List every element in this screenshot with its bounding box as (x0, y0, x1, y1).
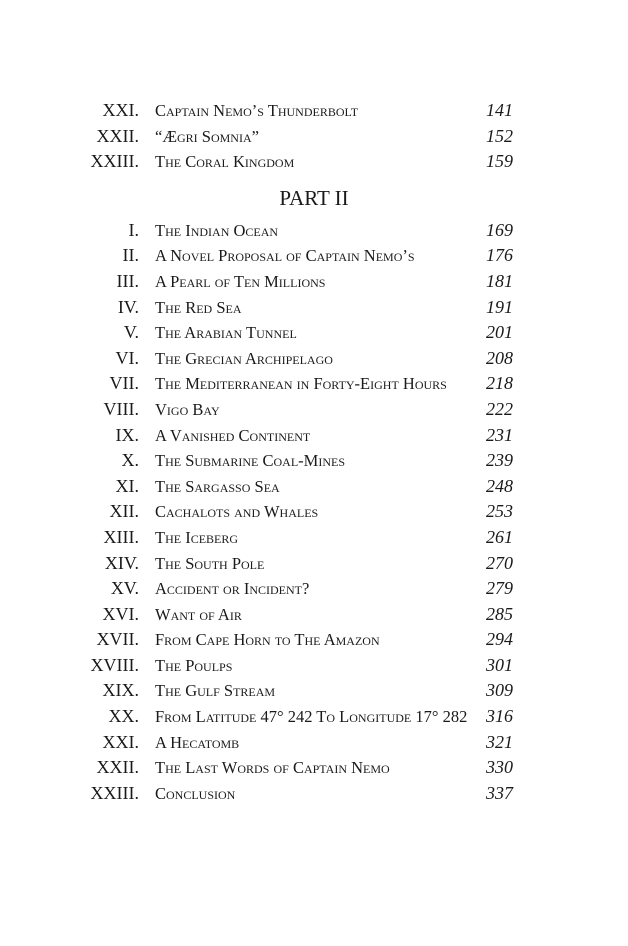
chapter-title: The Red Sea (155, 297, 242, 317)
chapter-title: A Novel Proposal of Captain Nemo’s (155, 246, 415, 266)
chapter-title: A Hecatomb (155, 732, 240, 752)
toc-entry[interactable] (0, 474, 628, 500)
chapter-title: The Gulf Stream (155, 681, 276, 701)
toc-entry[interactable] (0, 704, 628, 730)
toc-entry[interactable] (0, 218, 628, 244)
toc-entry[interactable] (0, 499, 628, 525)
chapter-number: X. (121, 450, 139, 471)
chapter-number: XIX. (102, 680, 139, 701)
toc-entry[interactable] (0, 551, 628, 577)
page-number: 218 (486, 373, 513, 394)
toc-entry[interactable] (0, 149, 628, 175)
page-number: 253 (486, 501, 513, 522)
chapter-title: The Submarine Coal-Mines (155, 451, 346, 471)
chapter-number: VII. (109, 373, 139, 394)
chapter-number: XXIII. (90, 151, 139, 172)
part-2-chapter-list (0, 218, 628, 807)
toc-entry[interactable] (0, 755, 628, 781)
chapter-title: Captain Nemo’s Thunderbolt (155, 101, 359, 120)
chapter-title: A Vanished Continent (155, 425, 311, 445)
toc-entry[interactable] (0, 678, 628, 704)
chapter-title: Accident or Incident? (155, 579, 310, 599)
page-number: 231 (486, 424, 513, 445)
page-number: 141 (486, 100, 513, 120)
chapter-title: The Grecian Archipelago (155, 348, 333, 368)
chapter-number: XX. (108, 706, 139, 727)
chapter-number: XIII. (103, 526, 139, 547)
chapter-number: XVII. (96, 629, 139, 650)
chapter-title: The Coral Kingdom (155, 152, 295, 172)
toc-entry[interactable] (0, 346, 628, 372)
page-number: 159 (486, 151, 513, 172)
toc-entry[interactable] (0, 371, 628, 397)
chapter-number: XVI. (102, 603, 139, 624)
chapter-title: Want of Air (155, 604, 242, 624)
toc-entry[interactable] (0, 320, 628, 346)
toc-entry[interactable] (0, 525, 628, 551)
chapter-number: XVIII. (90, 654, 139, 675)
toc-entry[interactable] (0, 602, 628, 628)
chapter-title: The Iceberg (155, 527, 239, 547)
chapter-number: II. (122, 245, 139, 266)
chapter-number: XXII. (96, 125, 139, 146)
toc-entry[interactable] (0, 124, 628, 150)
chapter-number: XV. (110, 578, 139, 599)
part-heading: PART II (279, 185, 349, 210)
chapter-number: III. (116, 270, 139, 291)
toc-entry[interactable] (0, 98, 628, 124)
page-number: 239 (486, 450, 513, 471)
toc-entry[interactable] (0, 448, 628, 474)
toc-entry[interactable] (0, 295, 628, 321)
chapter-number: XXI. (102, 100, 139, 120)
page-number: 309 (486, 680, 513, 701)
chapter-title: “Ægri Somnia” (155, 126, 259, 146)
page-number: 301 (486, 654, 513, 675)
chapter-number: IX. (115, 424, 139, 445)
part-1-chapter-list (0, 98, 628, 175)
toc-entry[interactable] (0, 269, 628, 295)
chapter-number: XI. (115, 475, 139, 496)
page-number: 222 (486, 398, 513, 419)
page-number: 248 (486, 475, 513, 496)
page-number: 208 (486, 347, 513, 368)
chapter-title: Conclusion (155, 783, 236, 803)
chapter-number: XXII. (96, 757, 139, 778)
page-number: 330 (486, 757, 513, 778)
chapter-title: The Poulps (155, 655, 233, 675)
chapter-title: A Pearl of Ten Millions (155, 271, 326, 291)
page-number: 261 (486, 526, 513, 547)
chapter-number: VIII. (103, 398, 139, 419)
toc-entry[interactable] (0, 243, 628, 269)
page-number: 279 (486, 578, 513, 599)
page-number: 270 (486, 552, 513, 573)
table-of-contents (0, 98, 628, 806)
toc-entry[interactable] (0, 397, 628, 423)
chapter-number: VI. (115, 347, 139, 368)
toc-entry[interactable] (0, 730, 628, 756)
chapter-number: XXI. (102, 731, 139, 752)
chapter-title: The Last Words of Captain Nemo (155, 758, 390, 778)
toc-entry[interactable] (0, 781, 628, 807)
chapter-number: IV. (117, 296, 139, 317)
page-number: 169 (486, 219, 513, 240)
chapter-title: From Cape Horn to The Amazon (155, 630, 380, 650)
chapter-number: XXIII. (90, 782, 139, 803)
chapter-title: From Latitude 47° 242 To Longitude 17° 282 (155, 707, 468, 727)
toc-entry[interactable] (0, 627, 628, 653)
chapter-title: The South Pole (155, 553, 265, 573)
toc-entry[interactable] (0, 423, 628, 449)
chapter-number: XIV. (104, 552, 139, 573)
page-number: 181 (486, 270, 513, 291)
page-number: 321 (486, 731, 513, 752)
chapter-number: I. (128, 219, 139, 240)
page-number: 294 (486, 629, 513, 650)
chapter-title: Cachalots and Whales (155, 502, 319, 522)
chapter-number: XII. (109, 501, 139, 522)
chapter-title: Vigo Bay (155, 399, 220, 419)
page-number: 201 (486, 322, 513, 343)
chapter-title: The Mediterranean in Forty-Eight Hours (155, 374, 447, 394)
page-number: 152 (486, 125, 513, 146)
page-number: 316 (486, 706, 513, 727)
toc-entry[interactable] (0, 653, 628, 679)
chapter-number: V. (123, 322, 139, 343)
page-number: 191 (486, 296, 513, 317)
chapter-title: The Indian Ocean (155, 220, 279, 240)
chapter-title: The Sargasso Sea (155, 476, 280, 496)
page-number: 285 (486, 603, 513, 624)
page-number: 337 (486, 782, 513, 803)
toc-entry[interactable] (0, 576, 628, 602)
page-number: 176 (486, 245, 513, 266)
chapter-title: The Arabian Tunnel (155, 323, 297, 343)
